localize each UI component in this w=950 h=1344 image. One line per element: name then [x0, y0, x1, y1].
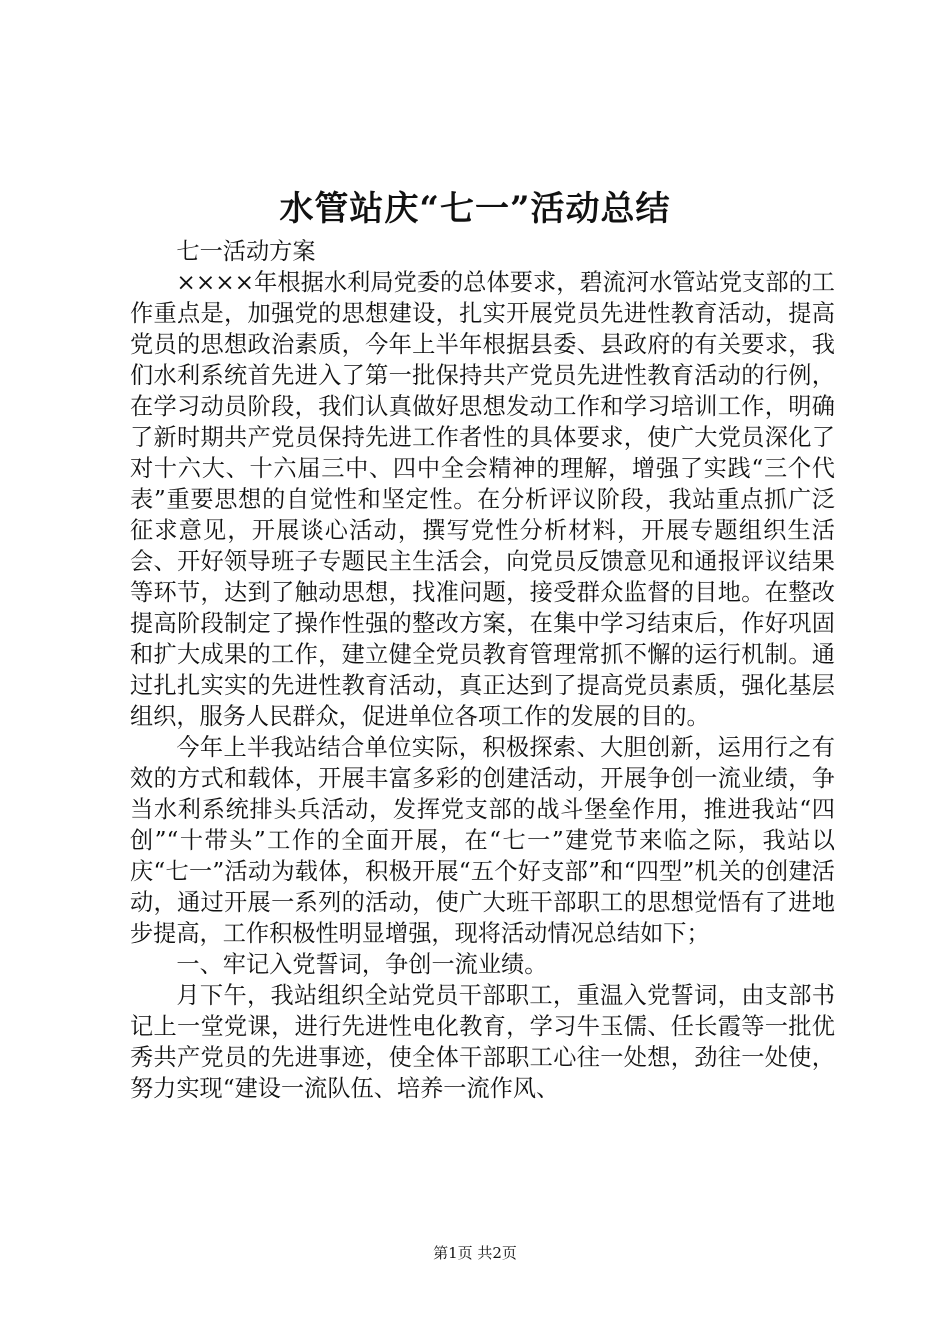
- paragraph: 月下午，我站组织全站党员干部职工，重温入党誓词，由支部书记上一堂党课，进行先进性电化教育，学习牛玉儒、任长霞等一批优秀共产党员的先进事迹，使全体干部职工心往一处想，劲往一处使，努力实现“建设一流队伍、培养一流作风、: [130, 982, 835, 1102]
- document-body: [130, 236, 835, 1104]
- subtitle-line: 七一活动方案: [176, 238, 316, 265]
- section-heading: 一、牢记入党誓词，争创一流业绩。: [176, 951, 548, 978]
- paragraph: 今年上半我站结合单位实际，积极探索、大胆创新，运用行之有效的方式和载体，开展丰富多彩的创建活动，开展争创一流业绩，争当水利系统排头兵活动，发挥党支部的战斗堡垒作用，推进我站“四创”“十带头”工作的全面开展，在“七一”建党节来临之际，我站以庆“七一”活动为载体，积极开展“五个好支部”和“四型”机关的创建活动，通过开展一系列的活动，使广大班干部职工的思想觉悟有了进地步提高，工作积极性明显增强，现将活动情况总结如下；: [130, 734, 835, 947]
- page-footer: 第1页 共2页: [433, 1244, 517, 1262]
- document-title: 水管站庆“七一”活动总结: [279, 189, 671, 229]
- paragraph: ××××年根据水利局党委的总体要求，碧流河水管站党支部的工作重点是，加强党的思想建设，扎实开展党员先进性教育活动，提高党员的思想政治素质，今年上半年根据县委、县政府的有关要求，我们水利系统首先进入了第一批保持共产党员先进性教育活动的行例，在学习动员阶段，我们认真做好思想发动工作和学习培训工作，明确了新时期共产党员保持先进工作者性的具体要求，使广大党员深化了对十六大、十六届三中、四中全会精神的理解，增强了实践“三个代表”重要思想的自觉性和坚定性。在分析评议阶段，我站重点抓广泛征求意见，开展谈心活动，撰写党性分析材料，开展专题组织生活会、开好领导班子专题民主生活会，向党员反馈意见和通报评议结果等环节，达到了触动思想，找准问题，接受群众监督的目地。在整改提高阶段制定了操作性强的整改方案，在集中学习结束后，作好巩固和扩大成果的工作，建立健全党员教育管理常抓不懈的运行机制。通过扎扎实实的先进性教育活动，真正达到了提高党员素质，强化基层组织，服务人民群众，促进单位各项工作的发展的目的。: [130, 269, 835, 730]
